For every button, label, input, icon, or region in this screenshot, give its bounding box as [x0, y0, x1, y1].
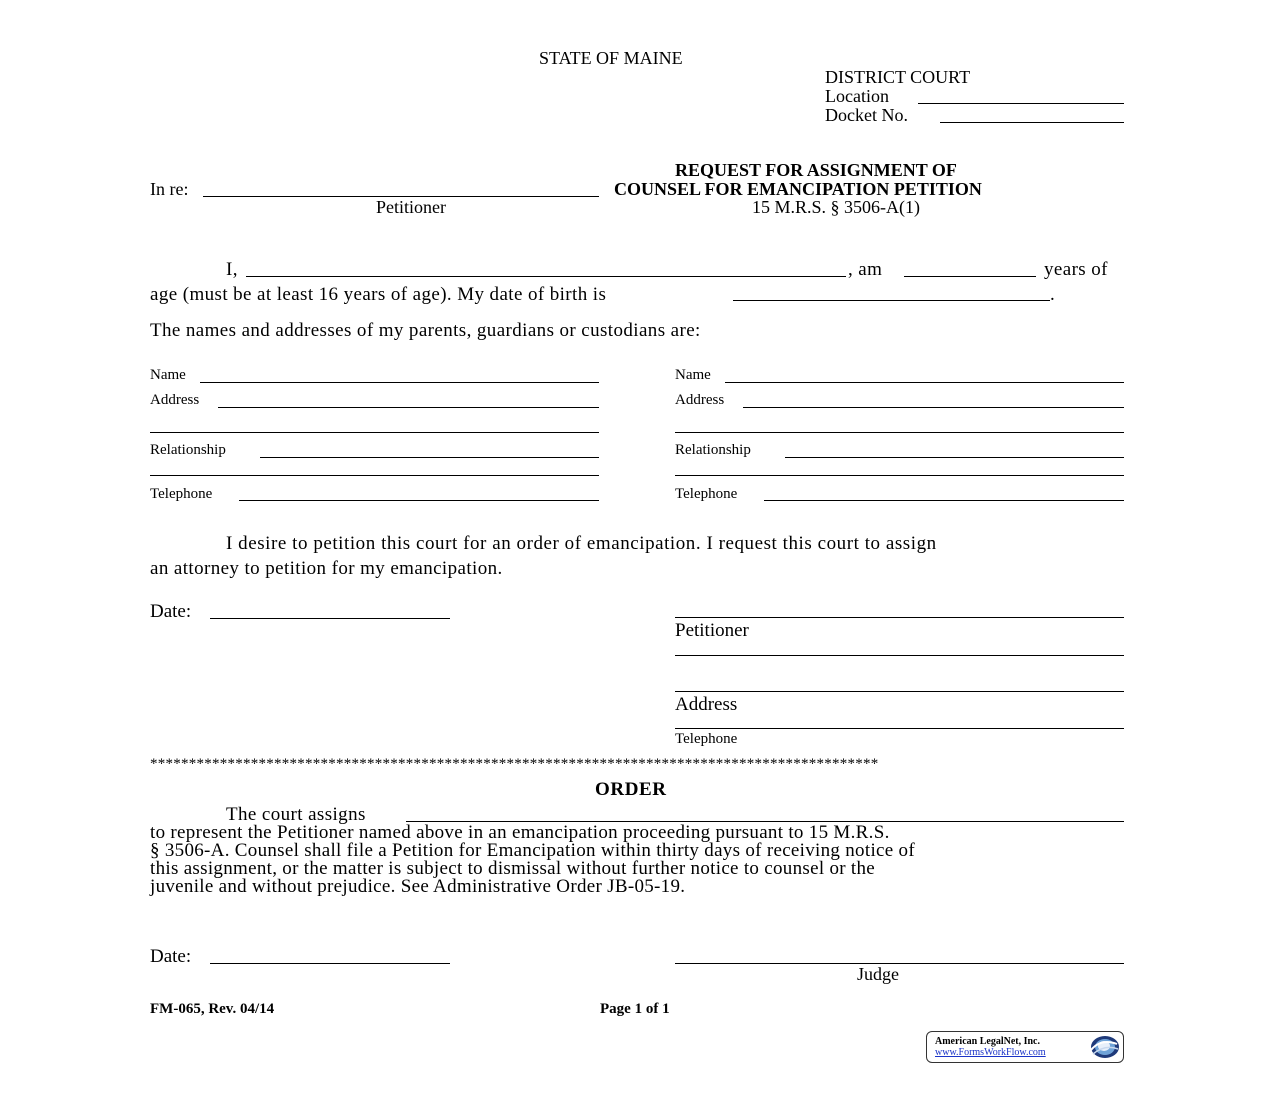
logo-name: American LegalNet, Inc. [935, 1036, 1040, 1047]
signature-address-label: Address [675, 694, 738, 715]
parent2-name-label: Name [675, 367, 711, 383]
intro-years-of: years of [1044, 259, 1108, 280]
order-heading: ORDER [595, 779, 667, 800]
parent2-telephone-label: Telephone [675, 486, 738, 502]
judge-signature-field[interactable] [675, 963, 1124, 964]
state-heading: STATE OF MAINE [539, 48, 683, 68]
birth-date-field[interactable] [733, 300, 1050, 301]
petitioner-caption-label: Petitioner [376, 197, 446, 217]
petitioner-name-field[interactable] [246, 276, 846, 277]
age-field[interactable] [904, 276, 1036, 277]
intro-am: , am [848, 259, 883, 280]
parent2-telephone-field[interactable] [764, 500, 1124, 501]
docket-label: Docket No. [825, 105, 908, 125]
judge-label: Judge [857, 964, 899, 984]
parent1-relationship-field[interactable] [260, 457, 599, 458]
globe-icon [1087, 1034, 1121, 1060]
parent2-relationship-label: Relationship [675, 442, 751, 458]
docket-field[interactable] [940, 122, 1124, 123]
order-text-line2: § 3506-A. Counsel shall file a Petition for Emancipation within thirty days of receiving notice of [150, 840, 915, 861]
form-title-line1: REQUEST FOR ASSIGNMENT OF [675, 160, 957, 180]
order-text-line1: to represent the Petitioner named above in an emancipation proceeding pursuant to 15 M.R.S. [150, 822, 890, 843]
signature-petitioner-label: Petitioner [675, 620, 749, 641]
signature-telephone-label: Telephone [675, 731, 738, 747]
order-text-line3: this assignment, or the matter is subject to dismissal without further notice to counsel or the [150, 858, 876, 879]
petitioner-address-field-2[interactable] [675, 691, 1124, 692]
section-separator: ********************************************************************************************** [150, 756, 879, 772]
parent1-telephone-field[interactable] [239, 500, 599, 501]
request-date-label: Date: [150, 601, 192, 622]
statute-reference: 15 M.R.S. § 3506-A(1) [752, 197, 921, 217]
parent1-name-label: Name [150, 367, 186, 383]
form-title-line2: COUNSEL FOR EMANCIPATION PETITION [614, 179, 982, 199]
order-date-field[interactable] [210, 963, 450, 964]
court-name: DISTRICT COURT [825, 67, 971, 87]
order-text-line4: juvenile and without prejudice. See Administrative Order JB-05-19. [150, 876, 686, 897]
intro-i: I, [226, 259, 238, 280]
parent2-name-field[interactable] [725, 382, 1124, 383]
petitioner-address-field-1[interactable] [675, 655, 1124, 656]
page-number: Page 1 of 1 [600, 1001, 670, 1017]
parent2-extra-field[interactable] [675, 475, 1124, 476]
logo-url[interactable]: www.FormsWorkFlow.com [935, 1047, 1046, 1058]
parent1-address-label: Address [150, 392, 200, 408]
parents-intro: The names and addresses of my parents, guardians or custodians are: [150, 320, 701, 341]
location-field[interactable] [918, 103, 1124, 104]
in-re-label: In re: [150, 179, 189, 199]
age-requirement-text: age (must be at least 16 years of age). My date of birth is [150, 284, 607, 305]
form-identifier: FM-065, Rev. 04/14 [150, 1001, 275, 1017]
parent1-telephone-label: Telephone [150, 486, 213, 502]
request-line1: I desire to petition this court for an order of emancipation. I request this court to assign [226, 533, 937, 554]
parent1-address-field[interactable] [218, 407, 599, 408]
publisher-logo [926, 1031, 1124, 1063]
petitioner-telephone-field[interactable] [675, 728, 1124, 729]
request-line2: an attorney to petition for my emancipation. [150, 558, 503, 579]
parent2-address-label: Address [675, 392, 725, 408]
petitioner-signature-field[interactable] [675, 617, 1124, 618]
parent1-name-field[interactable] [200, 382, 599, 383]
parent1-address-field-2[interactable] [150, 432, 599, 433]
request-date-field[interactable] [210, 618, 450, 619]
parent1-extra-field[interactable] [150, 475, 599, 476]
age-line-period: . [1050, 284, 1055, 305]
order-assigns-label: The court assigns [226, 804, 366, 825]
parent2-relationship-field[interactable] [785, 457, 1124, 458]
order-date-label: Date: [150, 946, 192, 967]
parent1-relationship-label: Relationship [150, 442, 226, 458]
parent2-address-field-2[interactable] [675, 432, 1124, 433]
parent2-address-field[interactable] [743, 407, 1124, 408]
location-label: Location [825, 86, 889, 106]
